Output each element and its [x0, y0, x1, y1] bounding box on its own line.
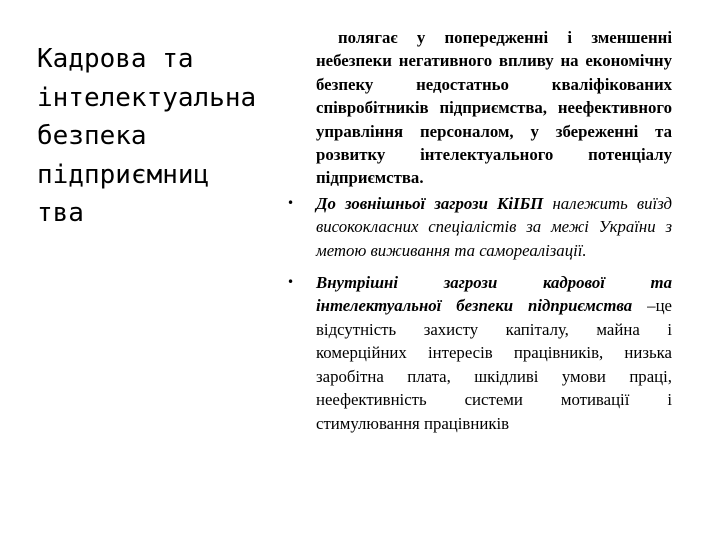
bullet-item-internal-threats: [286, 271, 672, 435]
intro-paragraph: полягає у попередженні і зменшенні небезпеки негативного впливу на економічну безпеку недостатньо кваліфікованих співробітників підприємства, неефективного управління персоналом, у збереженні та розвитку інтелектуального потенціалу підприємства.: [316, 28, 672, 188]
bullet-text: –це відсутність захисту капіталу, майна і комерційних інтересів працівників, низька заробітна плата, шкідливі умови праці, неефективність системи мотивації і стимулювання працівників: [316, 296, 672, 433]
slide-title: Кадрова та інтелектуальна безпека підприємниц тва: [37, 44, 257, 228]
bullet-lead: До зовнішньої загрози КіІБП: [316, 193, 544, 213]
bullet-list: [286, 192, 672, 435]
slide-body: [286, 26, 672, 444]
bullet-item-external-threat: [286, 192, 672, 262]
bullet-icon: •: [287, 195, 295, 210]
bullet-text: належить виїзд висококласних спеціалістів за межі України з метою виживання та самореалізації.: [316, 193, 673, 260]
bullet-icon: •: [287, 275, 295, 290]
bullet-lead: Внутрішні загрози кадрової та інтелектуальної безпеки підприємства: [316, 273, 672, 316]
